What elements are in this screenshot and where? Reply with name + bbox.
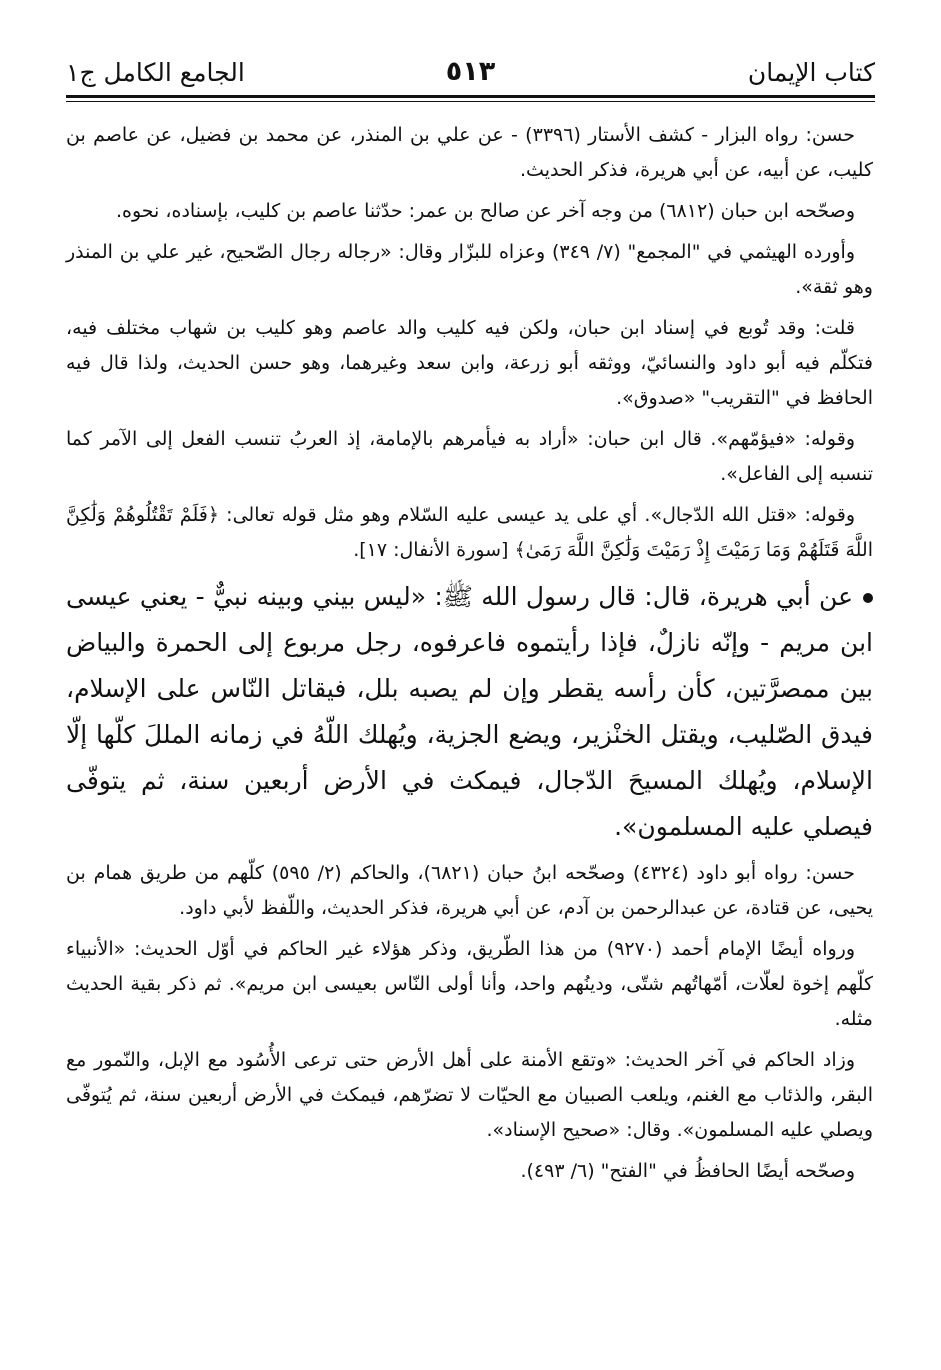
commentary-paragraph: وقوله: «فيؤمّهم». قال ابن حبان: «أراد به فيأمرهم بالإمامة، إذ العربُ تنسب الفعل إلى الآمر كما تنسبه إلى الفاعل». xyxy=(66,428,873,485)
commentary-paragraph: وصحّحه أيضًا الحافظُ في "الفتح" (٦/ ٤٩٣). xyxy=(520,1160,855,1182)
book-title: كتاب الإيمان xyxy=(747,58,875,87)
commentary-paragraph: ورواه أيضًا الإمام أحمد (٩٢٧٠) من هذا الطّريق، وذكر هؤلاء غير الحاكم في أوّل الحديث: «الأنبياء كلّهم إخوة لعلّات، أمّهاتُهم شتّى، ودينُهم واحد، وأنا أولى النّاس بعيسى ابن مريم». ثم ذكر بقية الحديث مثله. xyxy=(66,938,873,1030)
hadith-paragraph xyxy=(66,574,873,850)
page-header xyxy=(66,50,875,94)
page-body xyxy=(66,118,873,1195)
commentary-paragraph: وصحّحه ابن حبان (٦٨١٢) من وجه آخر عن صالح بن عمر: حدّثنا عاصم بن كليب، بإسناده، نحوه. xyxy=(115,200,855,222)
header-rule-thick xyxy=(66,95,875,98)
commentary-paragraph: وقوله: «قتل الله الدّجال». أي على يد عيسى عليه السّلام وهو مثل قوله تعالى: ﴿فَلَمْ تَقْتُلُوهُمْ وَلَٰكِنَّ اللَّهَ قَتَلَهُمْ وَمَا رَمَيْتَ إِذْ رَمَيْتَ وَلَٰكِنَّ اللَّهَ رَمَىٰ﴾ [سورة الأنفال: ١٧]. xyxy=(66,504,873,561)
commentary-paragraph: حسن: رواه أبو داود (٤٣٢٤) وصحّحه ابنُ حبان (٦٨٢١)، والحاكم (٢/ ٥٩٥) كلّهم من طريق همام بن يحيى، عن قتادة، عن عبدالرحمن بن آدم، عن أبي هريرة، فذكر الحديث، واللّفظ لأبي داود. xyxy=(66,862,873,919)
running-title: الجامع الكامل ج١ xyxy=(66,58,245,87)
bullet-icon xyxy=(863,593,873,603)
header-rule-thin xyxy=(66,101,875,102)
commentary-paragraph: حسن: رواه البزار - كشف الأستار (٣٣٩٦) - عن علي بن المنذر، عن محمد بن فضيل، عن عاصم بن كليب، عن أبيه، عن أبي هريرة، فذكر الحديث. xyxy=(66,124,873,181)
commentary-paragraph: وزاد الحاكم في آخر الحديث: «وتقع الأمنة على أهل الأرض حتى ترعى الأُسُود مع الإبل، والنّمور مع البقر، والذئاب مع الغنم، ويلعب الصبيان مع الحيّات لا تضرّهم، فيمكث في الأرض أربعين سنة، ثم يُتوفّى ويصلي عليه المسلمون». وقال: «صحيح الإسناد». xyxy=(66,1049,873,1141)
commentary-paragraph: قلت: وقد تُوبع في إسناد ابن حبان، ولكن فيه كليب والد عاصم وهو كليب بن شهاب مختلف فيه، فتكلّم فيه أبو داود والنسائيّ، ووثقه أبو زرعة، وابن سعد وغيرهما، وهو حسن الحديث، ولذا قال فيه الحافظ في "التقريب" «صدوق». xyxy=(66,317,873,409)
commentary-paragraph: وأورده الهيثمي في "المجمع" (٧/ ٣٤٩) وعزاه للبزّار وقال: «رجاله رجال الصّحيح، غير علي بن المنذر وهو ثقة». xyxy=(66,241,873,298)
page-number: ٥١٣ xyxy=(445,56,496,87)
hadith-text: عن أبي هريرة، قال: قال رسول الله ﷺ: «ليس بيني وبينه نبيٌّ - يعني عيسى ابن مريم - وإنّه نازلٌ، فإذا رأيتموه فاعرفوه، رجل مربوع إلى الحمرة والبياض بين ممصرَّتين، كأن رأسه يقطر وإن لم يصبه بلل، فيقاتل النّاس على الإسلام، فيدق الصّليب، ويقتل الخنْزير، ويضع الجزية، ويُهلك اللّهُ في زمانه المللَ كلّها إلّا الإسلام، ويُهلك المسيحَ الدّجال، فيمكث في الأرض أربعين سنة، ثم يتوفّى فيصلي عليه المسلمون». xyxy=(66,582,873,841)
